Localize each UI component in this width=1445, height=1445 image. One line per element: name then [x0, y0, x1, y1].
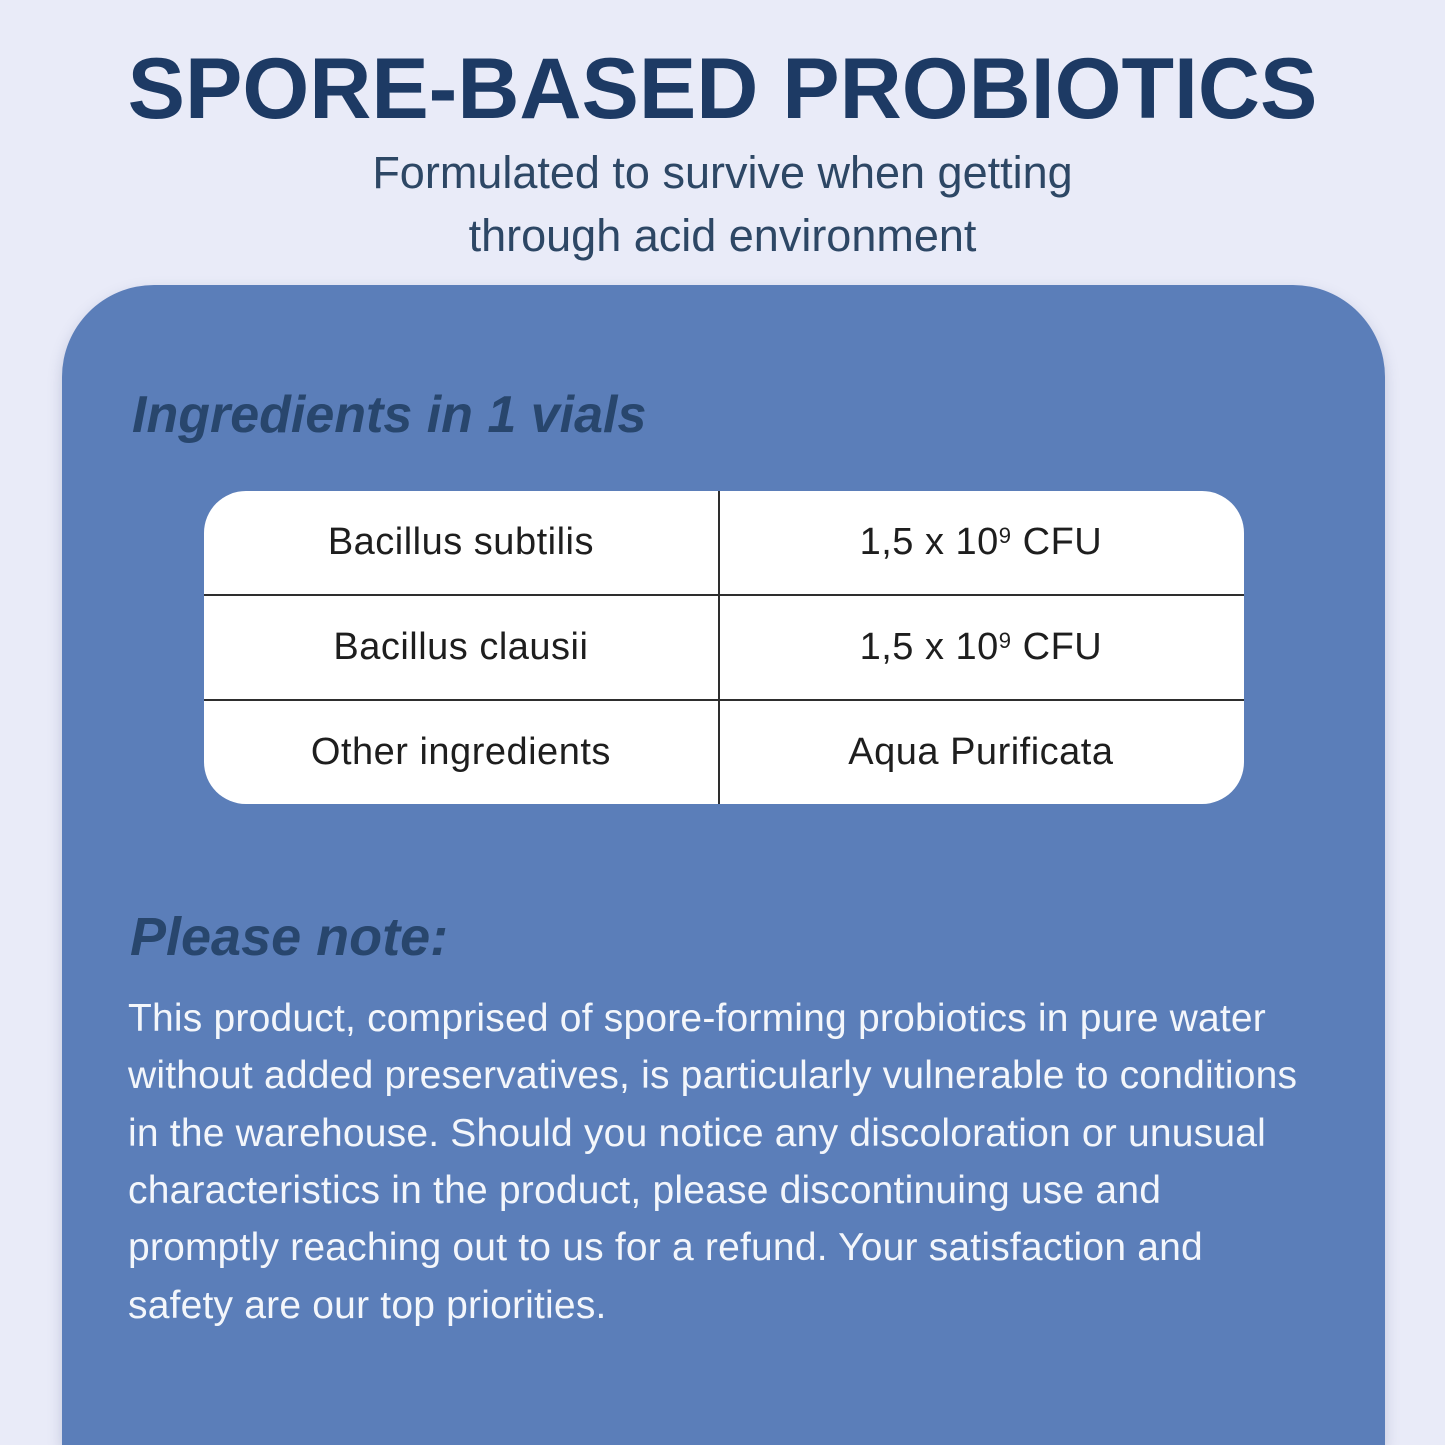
ingredient-value-cell	[718, 626, 1243, 669]
value-base: 1,5 x 10	[859, 626, 999, 668]
table-row	[204, 699, 1244, 804]
value-base: Aqua Purificata	[848, 731, 1114, 773]
value-unit: CFU	[1011, 521, 1103, 563]
value-exponent: 9	[998, 522, 1012, 548]
ingredient-name-cell: Other ingredients	[310, 731, 611, 773]
table-row	[204, 491, 1244, 594]
ingredients-table	[204, 491, 1244, 804]
ingredient-name-cell: Bacillus subtilis	[327, 521, 594, 563]
page-title: SPORE-BASED PROBIOTICS	[127, 41, 1318, 137]
page-header	[0, 0, 1445, 267]
note-paragraph: This product, comprised of spore-forming probiotics in pure water without added preservatives, is particularly vulnerable to conditions in the warehouse. Should you notice any discoloration or unusual characteristics in the product, please discontinuing use and promptly reaching out to us for a refund. Your satisfaction and safety are our top priorities.	[128, 997, 1298, 1327]
value-exponent: 9	[998, 627, 1012, 653]
table-vertical-divider	[718, 491, 720, 804]
subtitle-line-1: Formulated to survive when getting	[372, 146, 1073, 198]
value-unit: CFU	[1011, 626, 1103, 668]
ingredient-value-cell	[718, 521, 1243, 564]
table-row	[204, 594, 1244, 699]
ingredient-name-cell: Bacillus clausii	[333, 626, 589, 668]
info-panel	[62, 285, 1385, 1445]
ingredient-value-cell	[718, 731, 1243, 774]
value-base: 1,5 x 10	[859, 521, 999, 563]
page-subtitle	[0, 141, 1445, 267]
note-heading: Please note:	[130, 907, 449, 967]
ingredients-heading: Ingredients in 1 vials	[132, 386, 647, 444]
subtitle-line-2: through acid environment	[468, 209, 977, 261]
